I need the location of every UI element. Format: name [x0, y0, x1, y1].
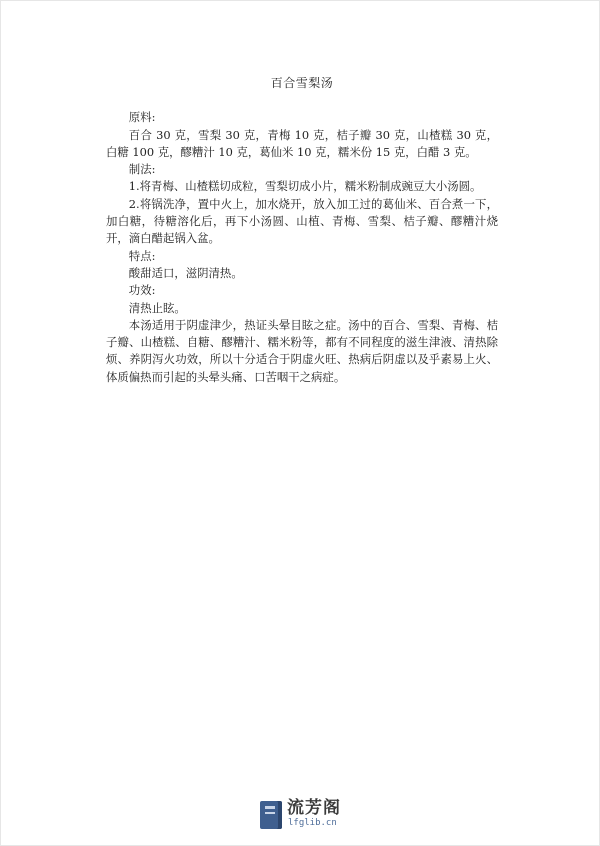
method-step-2: 2.将锅洗净，置中火上，加水烧开，放入加工过的葛仙米、百合煮一下，加白糖，待糖溶化后，再下小汤圆、山植、青梅、雪梨、桔子瓣、醪糟汁烧开，滴白醋起锅入盆。	[106, 196, 498, 246]
section-label-effects: 功效:	[128, 283, 156, 298]
watermark-domain: lfglib.cn	[288, 818, 337, 828]
section-label-ingredients: 原料:	[128, 110, 156, 125]
features-text: 酸甜适口，滋阴清热。	[128, 265, 243, 280]
effects-text: 清热止眩。	[128, 300, 186, 315]
site-watermark	[260, 798, 348, 832]
document-title: 百合雪梨汤	[270, 76, 334, 90]
description-text: 本汤适用于阴虚津少，热证头晕目眩之症。汤中的百合、雪梨、青梅、桔子瓣、山楂糕、自糖、醪糟汁、糯米粉等，都有不同程度的滋生津液、清热除烦、养阴泻火功效，所以十分适合于阴虚火旺、热病后阴虚以及乎素易上火、体质偏热而引起的头晕头痛、口苦咽干之病症。	[106, 317, 498, 384]
document-body	[106, 75, 498, 386]
book-icon	[260, 801, 282, 829]
watermark-name: 流芳阁	[287, 798, 341, 818]
section-label-method: 制法:	[128, 162, 156, 177]
method-step-1: 1.将青梅、山楂糕切成粒，雪梨切成小片，糯米粉制成豌豆大小汤圆。	[128, 179, 482, 194]
section-label-features: 特点:	[128, 248, 156, 263]
ingredients-text: 百合 30 克，雪梨 30 克，青梅 10 克，桔子瓣 30 克，山楂糕 30 克，白糖 100 克，醪糟汁 10 克，葛仙米 10 克，糯米份 15 克，白醋 3 克。	[106, 127, 498, 159]
